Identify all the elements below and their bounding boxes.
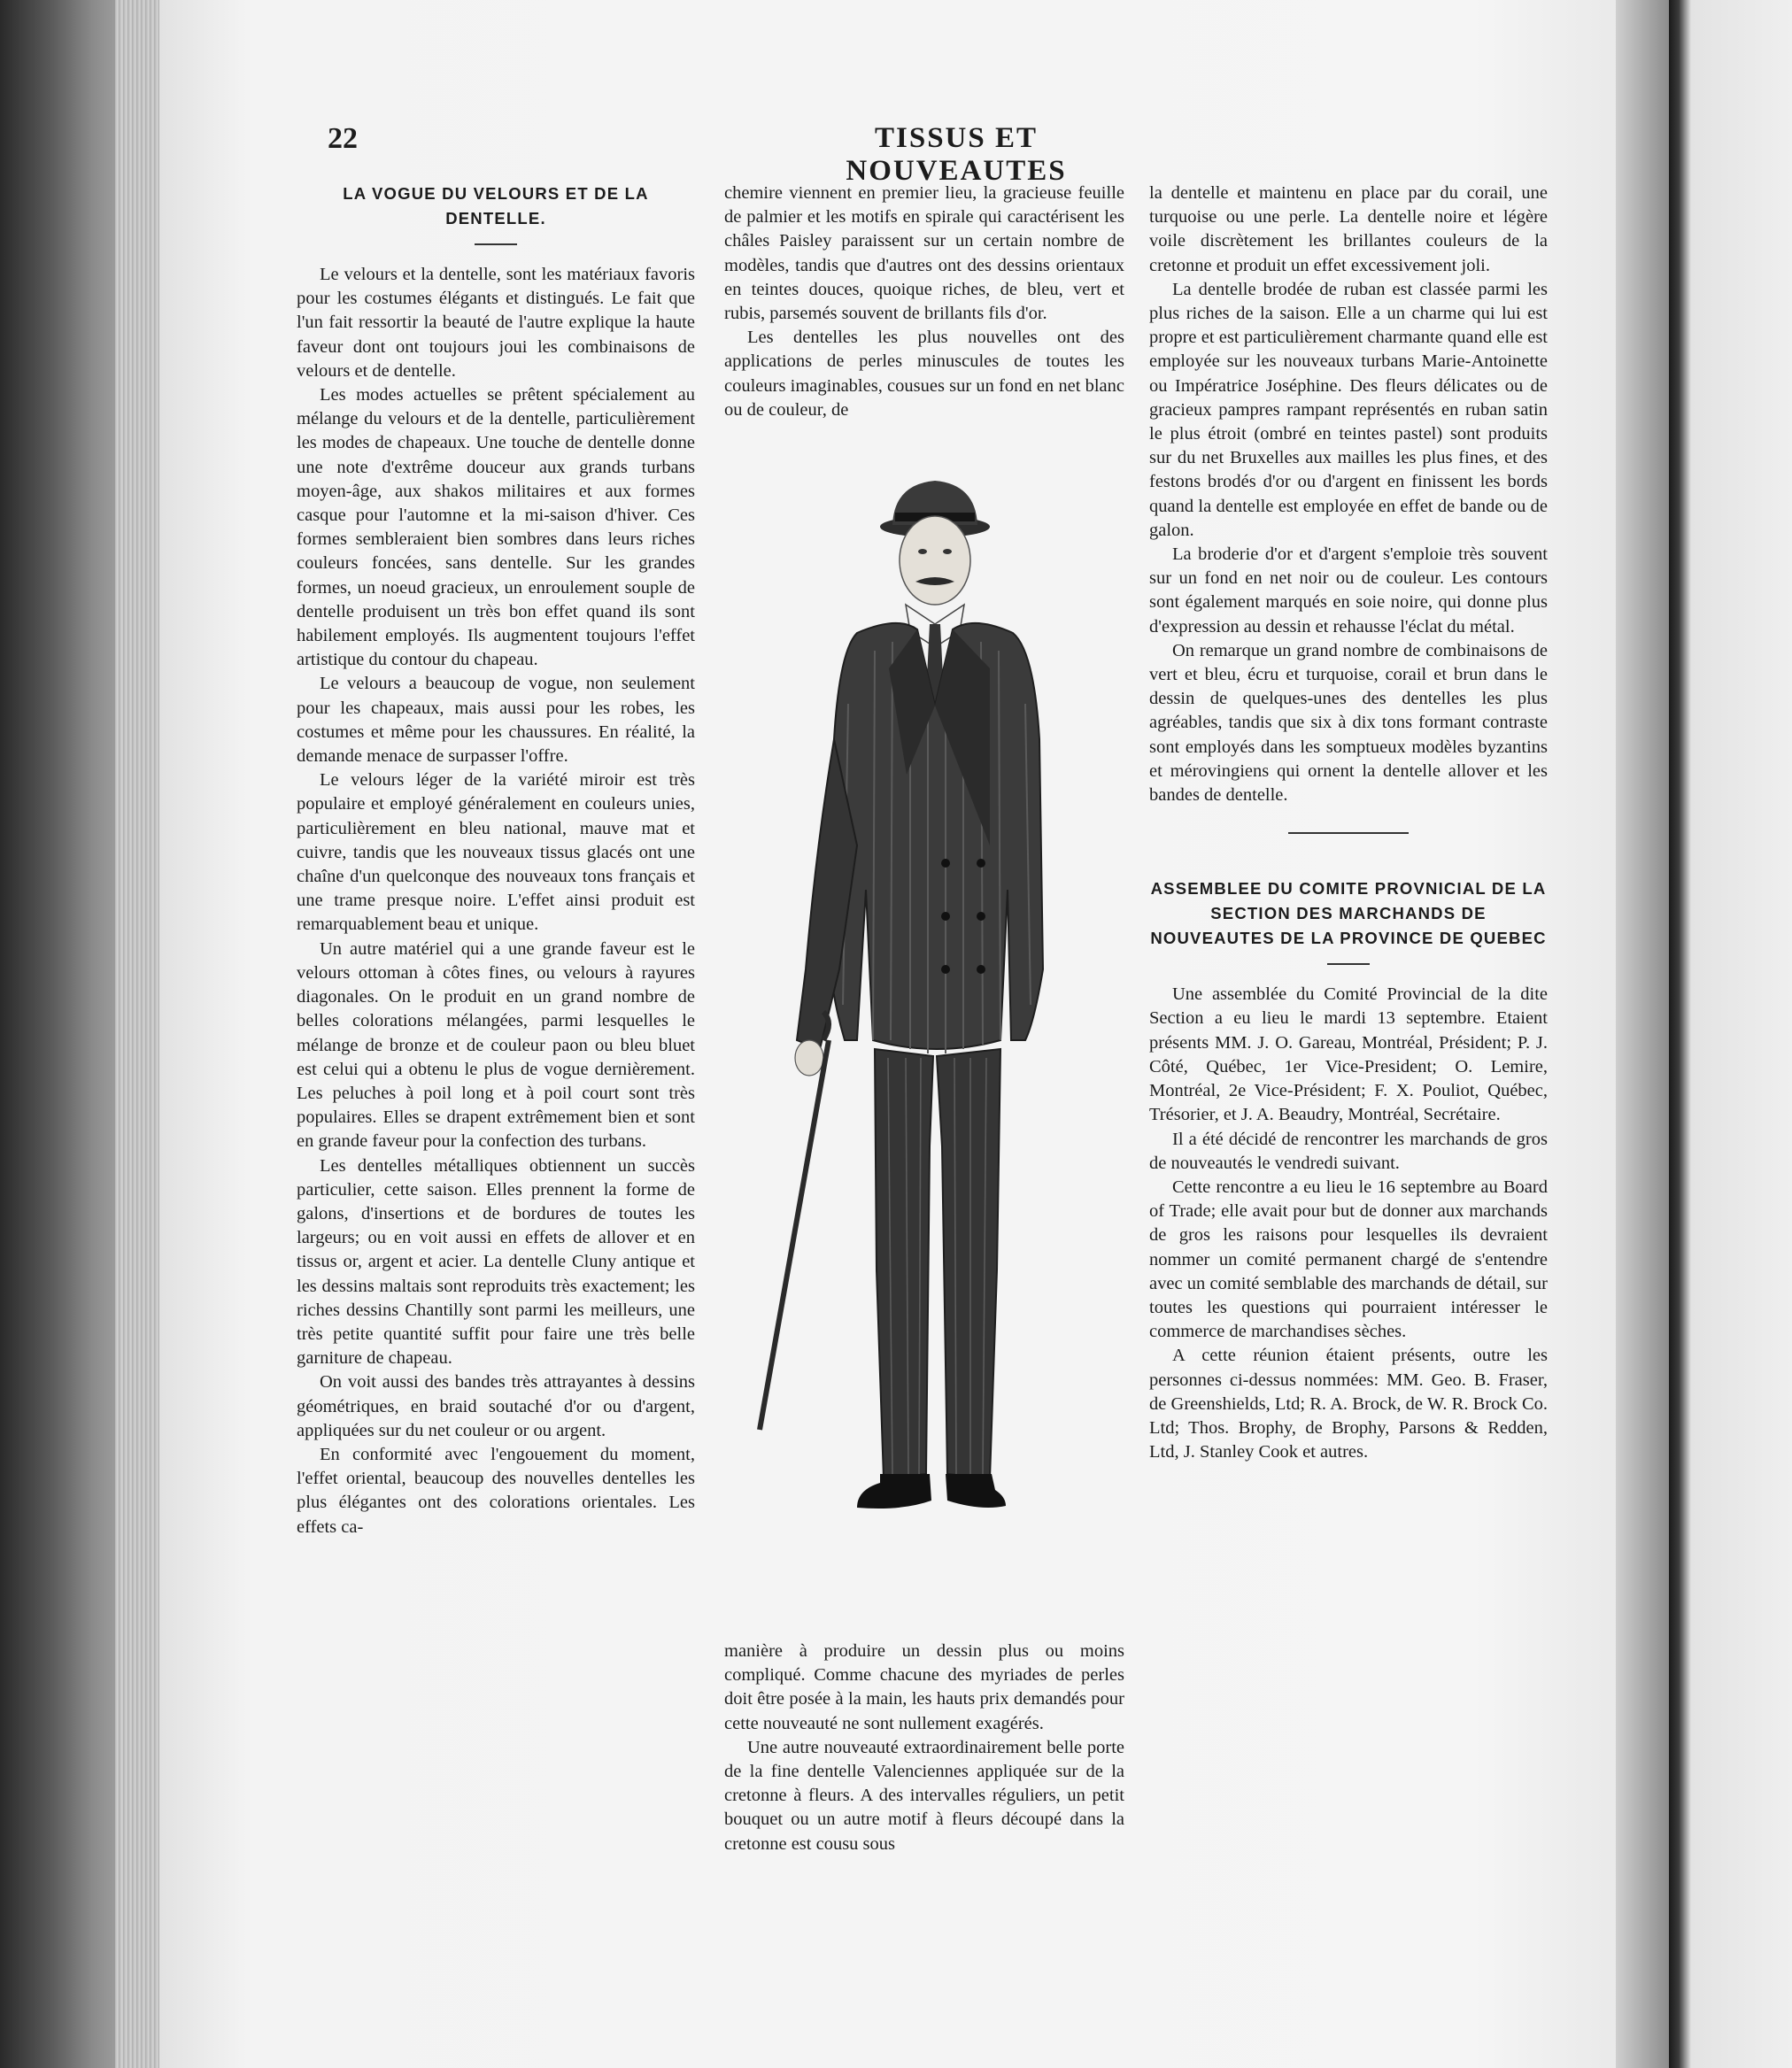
paragraph: la dentelle et maintenu en place par du corail, une turquoise ou une perle. La dentelle noire et légère voile discrètement les brillantes couleurs de la cretonne et produit un effet excessivement joli. xyxy=(1149,183,1548,275)
title-rule xyxy=(475,243,517,245)
paragraph: manière à produire un dessin plus ou moins compliqué. Comme chacune des myriades de perles doit être posée à la main, les hauts prix demandés pour cette nouveauté ne sont nullement exagérés. xyxy=(724,1641,1124,1733)
book-spine xyxy=(0,0,133,2068)
paragraph: Les dentelles métalliques obtiennent un succès particulier, cette saison. Elles prennent la forme de galons, d'insertions et de bordures de toutes les largeurs; ou en voit aussi en effets de allover et en tissus or, argent et acier. La dentelle Cluny antique et les dessins maltais sont reproduits très exactement; les riches dessins Chantilly sont parmi les meilleurs, une très petite quantité suffit pour faire une très belle garniture de chapeau. xyxy=(297,1155,695,1369)
column-1 xyxy=(297,181,695,1539)
column-3 xyxy=(1149,181,1548,1464)
article-title: LA VOGUE DU VELOURS ET DE LA DENTELLE. xyxy=(343,184,649,228)
paragraph: Une autre nouveauté extraordinairement belle porte de la fine dentelle Valenciennes appliquée sur de la cretonne à fleurs. A des intervalles réguliers, un petit bouquet ou un autre motif à fleurs découpé dans la cretonne est cousu sous xyxy=(724,1737,1124,1854)
page-number: 22 xyxy=(328,122,358,155)
paragraph: On remarque un grand nombre de combinaisons de vert et bleu, écru et turquoise, corail et brun dans le dessin de quelques-unes des dentelles les plus agréables, tandis que six à dix tons formant contraste sont employés dans les somptueux modèles byzantins et mérovingiens qui ornent la dentelle allover et les bandes de dentelle. xyxy=(1149,640,1548,806)
fashion-illustration xyxy=(724,474,1124,1616)
paragraph: Le velours et la dentelle, sont les matériaux favoris pour les costumes élégants et distingués. Le fait que l'un fait ressortir la beauté de l'autre explique la haute faveur dont ont toujours joui les combinaisons de velours et de dentelle. xyxy=(297,265,695,381)
paragraph: Le velours léger de la variété miroir est très populaire et employé généralement en couleurs unies, particulièrement en bleu national, mauve mat et cuivre, tandis que les nouveaux tissus glacés ont une chaîne d'un quelconque des nouveaux tons français et une trame presque noire. L'effet ainsi produit est remarquablement beau et unique. xyxy=(297,770,695,935)
paragraph: Le velours a beaucoup de vogue, non seulement pour les chapeaux, mais aussi pour les robes, les costumes et même pour les chaussures. En réalité, la demande menace de surpasser l'offre. xyxy=(297,674,695,767)
paragraph: Une assemblée du Comité Provincial de la dite Section a eu lieu le mardi 13 septembre. Etaient présents MM. J. O. Gareau, Montréal, Président; P. J. Côté, Québec, 1er Vice-President; O. Lemire, Montréal, 2e Vice-Président; F. X. Pouliot, Québec, Trésorier, et J. A. Beaudry, Montréal, Secrétaire. xyxy=(1149,984,1548,1125)
section-divider xyxy=(1288,832,1409,834)
paragraph: On voit aussi des bandes très attrayantes à dessins géométriques, en braid soutaché d'or ou d'argent, appliquées sur du net couleur or ou argent. xyxy=(297,1372,695,1440)
paragraph: Les modes actuelles se prêtent spécialement au mélange du velours et de la dentelle, particulièrement les modes de chapeaux. Une touche de dentelle donne une note d'extrême douceur aux grands turbans moyen-âge, aux shakos militaires et aux formes casque pour l'automne et la mi-saison d'hiver. Ces formes sembleraient bien sombres dans leurs riches couleurs foncées, sans dentelle. Sur les grandes formes, un noeud gracieux, un enroulement souple de dentelle produisent un très bon effet quand ils sont habilement employés. Ils augmentent toujours l'effet artistique du contour du chapeau. xyxy=(297,385,695,670)
title-rule xyxy=(1327,963,1370,965)
paragraph: Les dentelles les plus nouvelles ont des applications de perles minuscules de toutes les couleurs imaginables, cousues sur un fond en net blanc ou de couleur, de xyxy=(724,328,1124,420)
paragraph: La broderie d'or et d'argent s'emploie très souvent sur un fond en net noir ou de couleur. Les contours sont également marqués en soie noire, qui donne plus d'expression au dessin et rehausse l'éclat du métal. xyxy=(1149,544,1548,637)
paragraph: chemire viennent en premier lieu, la gracieuse feuille de palmier et les motifs en spirale qui caractérisent les châles Paisley paraissent sur un certain nombre de modèles, tandis que d'autres ont des dessins orientaux en teintes douces, quoique riches, de bleu, vert et rubis, parsemés souvent de brillants fils d'or. xyxy=(724,183,1124,324)
paragraph: Cette rencontre a eu lieu le 16 septembre au Board of Trade; elle avait pour but de donner aux marchands de gros les raisons pour lesquelles ils devraient nommer un comité permanent chargé de s'entendre avec un comité semblable des marchands de détail, sur toutes les questions qui pourraient intéresser le commerce de marchandises sèches. xyxy=(1149,1177,1548,1342)
running-title: TISSUS ET NOUVEAUTES xyxy=(846,122,1067,187)
paragraph: En conformité avec l'engouement du moment, l'effet oriental, beaucoup des nouvelles dentelles les plus élégantes ont des colorations orientales. Les effets ca- xyxy=(297,1444,695,1537)
paragraph: La dentelle brodée de ruban est classée parmi les plus riches de la saison. Elle a un charme qui lui est propre et est particulièrement charmante quand elle est employée sur les nouveaux turbans Marie-Antoinette ou Impératrice Joséphine. Des fleurs délicates ou de gracieux pampres rampant représentés en ruban satin le plus étroit (ombré en teintes pastel) sont produits sur du net Bruxelles aux mailles les plus fines, et des festons brodés d'or ou d'argent en finissent les bords quand la dentelle est employée en effet de bande ou de galon. xyxy=(1149,279,1548,540)
column-2-bottom xyxy=(724,1640,1124,1856)
article-title: ASSEMBLEE DU COMITE PROVNICIAL DE LA SECTION DES MARCHANDS DE NOUVEAUTES DE LA PROVINCE DE QUEBEC xyxy=(1150,879,1547,948)
paragraph: Il a été décidé de rencontrer les marchands de gros de nouveautés le vendredi suivant. xyxy=(1149,1129,1548,1173)
next-page-edge xyxy=(1669,0,1792,2068)
paragraph: A cette réunion étaient présents, outre les personnes ci-dessus nommées: MM. Geo. B. Fraser, de Greenshields, Ltd; R. A. Brock, de W. R. Brock Co. Ltd; Thos. Brophy, de Brophy, Parsons & Redden, Ltd, J. Stanley Cook et autres. xyxy=(1149,1346,1548,1462)
column-2-top xyxy=(724,181,1124,422)
paragraph: Un autre matériel qui a une grande faveur est le velours ottoman à côtes fines, ou velours à rayures diagonales. On le produit en un grand nombre de belles colorations mélangées, parmi lesquelles le mélange de bronze et de couleur paon ou bleu bluet est celui qui a obtenu le plus de vogue dernièrement. Les peluches à poil long et à poil court sont très populaires. Elles se drapent extrêmement bien et sont en grande faveur pour la confection des turbans. xyxy=(297,938,695,1152)
